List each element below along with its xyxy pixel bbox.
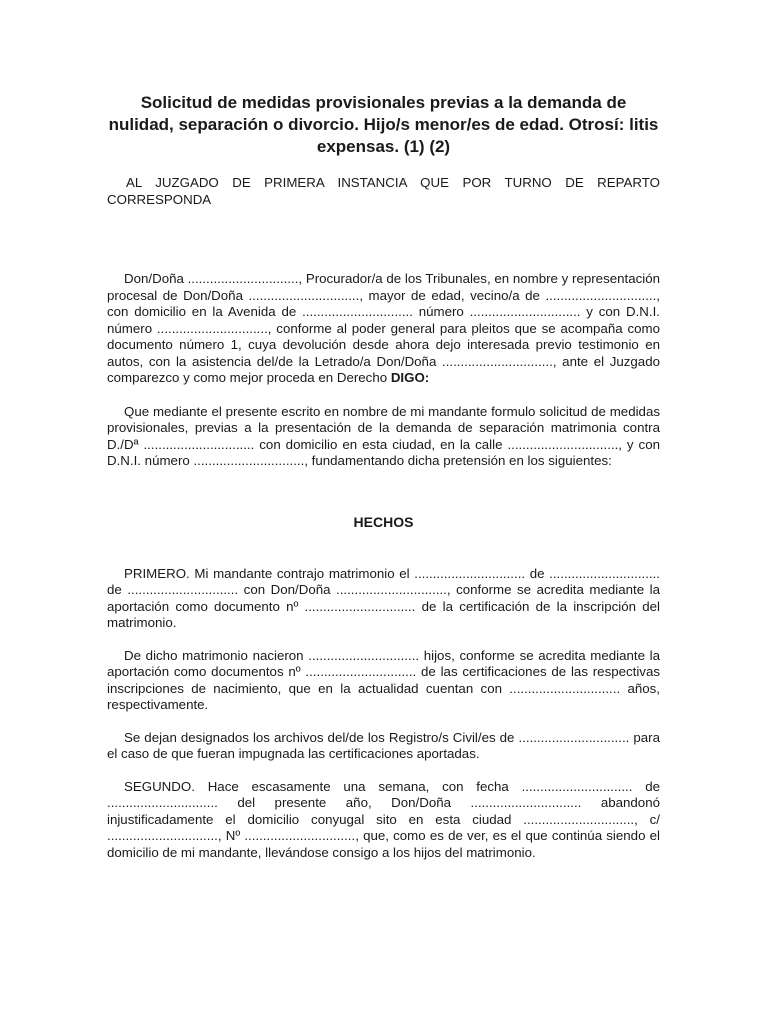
addressee: AL JUZGADO DE PRIMERA INSTANCIA QUE POR TURNO DE REPARTO CORRESPONDA bbox=[107, 175, 660, 207]
digo-keyword: DIGO: bbox=[390, 370, 430, 385]
primero-paragraph: PRIMERO. Mi mandante contrajo matrimonio el .............................. de .............................. de .............................. con Don/Doña .............................., conforme se acredita mediante la aportación como documento nº .............................. de la certificación de la inscripción del matrimonio. bbox=[107, 565, 660, 630]
solicitud-paragraph: Que mediante el presente escrito en nombre de mi mandante formulo solicitud de medidas provisionales, previas a la presentación de la demanda de separación matrimonia contra D./Dª .............................. con domicilio en esta ciudad, en la calle .............................., y con D.N.I. número .............................., fundamentando dicha pretensión en los siguientes: bbox=[107, 403, 660, 468]
segundo-paragraph: SEGUNDO. Hace escasamente una semana, con fecha .............................. de .............................. del presente año, Don/Doña .............................. abandonó injustificadamente el domicilio conyugal sito en esta ciudad .............................., c/ .............................., Nº .............................., que, como es de ver, es el que continúa siendo el domicilio de mi mandante, llevándose consigo a los hijos del matrimonio. bbox=[107, 778, 660, 860]
comparecencia-text: Don/Doña .............................., Procurador/a de los Tribunales, en nombre y representación procesal de Don/Doña .............................., mayor de edad, vecino/a de .............................., con domicilio en la Avenida de .............................. número .............................. y con D.N.I. número .............................., conforme al poder general para pleitos que se acompaña como documento número 1, cuya devolución desde ahora dejo interesada previo testimonio en autos, con la asistencia del/de la Letrado/a Don/Doña .............................., ante el Juzgado comparezco y como mejor proceda en Derecho bbox=[107, 271, 660, 385]
comparecencia-paragraph bbox=[107, 271, 660, 387]
document-page bbox=[107, 92, 660, 861]
hechos-heading: HECHOS bbox=[353, 513, 414, 530]
hijos-paragraph: De dicho matrimonio nacieron .............................. hijos, conforme se acredita mediante la aportación como documentos nº .............................. de las certificaciones de las respectivas inscripciones de nacimiento, que en la actualidad cuentan con .............................. años, respectivamente. bbox=[107, 647, 660, 712]
document-title: Solicitud de medidas provisionales previas a la demanda de nulidad, separación o divorcio. Hijo/s menor/es de edad. Otrosí: litis expensas. (1) (2) bbox=[108, 93, 659, 156]
registro-paragraph: Se dejan designados los archivos del/de los Registro/s Civil/es de .............................. para el caso de que fueran impugnada las certificaciones aportadas. bbox=[107, 729, 660, 761]
